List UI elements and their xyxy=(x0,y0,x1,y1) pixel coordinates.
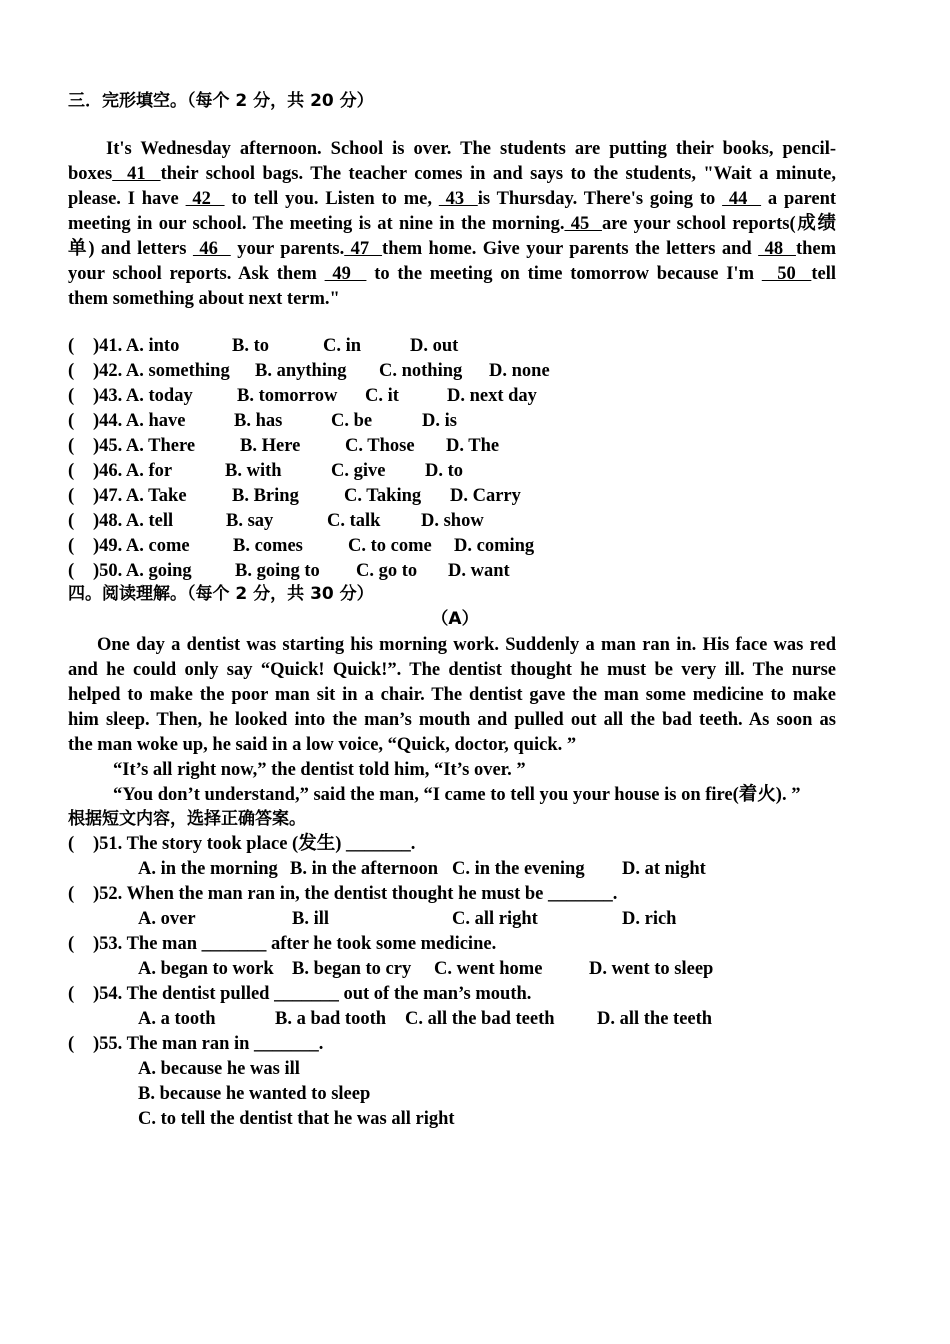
blank-48[interactable]: 48 xyxy=(758,239,796,259)
reading-line-5: the man woke up, he said in a low voice, “Quick, doctor, quick. ” xyxy=(68,735,577,755)
blank-43[interactable]: 43 xyxy=(438,189,478,209)
question-55-option-c: C. to tell the dentist that he was all right xyxy=(138,1109,455,1129)
passage-line-1: It's Wednesday afternoon. School is over. The students are putting their books, pencil- xyxy=(106,139,836,159)
passage-line-4: meeting in our school. The meeting is at nine in the morning. 45 are your school reports(成绩 xyxy=(68,214,837,234)
blank-46[interactable]: 46 xyxy=(192,239,231,259)
reading-line-3: helped to make the poor man sit in a chair. The dentist gave the man some medicine to make xyxy=(68,685,836,705)
blank-47[interactable]: 47 xyxy=(344,239,383,259)
blank-42[interactable]: 42 xyxy=(185,189,225,209)
passage-line-7: them something about next term." xyxy=(68,289,340,309)
blank-44[interactable]: 44 xyxy=(722,189,762,209)
blank-49[interactable]: 49 xyxy=(324,264,367,284)
blank-50[interactable]: 50 xyxy=(761,264,812,284)
passage-line-2: boxes 41 their school bags. The teacher comes in and says to the students, "Wait a minute, xyxy=(68,164,837,184)
reading-line-1: One day a dentist was starting his morning work. Suddenly a man ran in. His face was red xyxy=(97,635,836,655)
reading-line-2: and he could only say “Quick! Quick!”. The dentist thought he must be very ill. The nurse xyxy=(68,660,836,680)
passage-line-6: your school reports. Ask them 49 to the meeting on time tomorrow because I'm 50 tell xyxy=(68,264,837,284)
reading-instruction: 根据短文内容，选择正确答案。 xyxy=(68,809,306,829)
question-55-option-b: B. because he wanted to sleep xyxy=(138,1084,371,1104)
reading-line-4: him sleep. Then, he looked into the man’s mouth and pulled out all the bad teeth. As soon as xyxy=(68,710,836,730)
passage-a-label: （A） xyxy=(431,609,479,629)
reading-line-7: “You don’t understand,” said the man, “I came to tell you your house is on fire(着火). ” xyxy=(113,785,801,805)
blank-45[interactable]: 45 xyxy=(564,214,602,234)
reading-line-6: “It’s all right now,” the dentist told him, “It’s over. ” xyxy=(113,760,526,780)
section-4-title: 四。阅读理解。（每个 2 分，共 30 分） xyxy=(68,584,374,604)
passage-line-5: 单) and letters 46 your parents. 47 them home. Give your parents the letters and 48 them xyxy=(68,239,837,259)
passage-line-3: please. I have 42 to tell you. Listen to me, 43 is Thursday. There's going to 44 a parent xyxy=(68,189,837,209)
section-3-title: 三．完形填空。（每个 2 分，共 20 分） xyxy=(68,91,374,111)
question-55-option-a: A. because he was ill xyxy=(138,1059,300,1079)
blank-41[interactable]: 41 xyxy=(112,164,161,184)
